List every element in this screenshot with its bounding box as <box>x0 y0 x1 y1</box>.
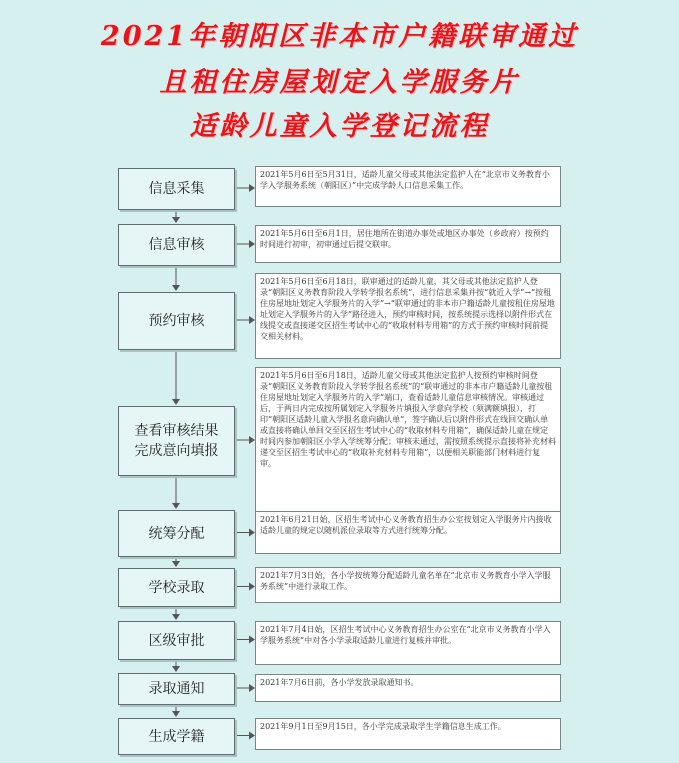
step-label: 统筹分配 <box>148 525 205 542</box>
step-desc-allocation: 2021年6月21日始，区招生考试中心义务教育招生办公室按划定入学服务片内接收适龄儿童的规定以随机派位录取等方式进行统筹分配。 <box>255 511 561 554</box>
down-arrowhead <box>172 217 180 223</box>
down-arrowhead <box>172 285 180 291</box>
step-label: 录取通知 <box>148 681 205 697</box>
step-label: 生成学籍 <box>148 728 205 745</box>
title-line-1: 2021年朝阳区非本市户籍联审通过 <box>100 21 579 52</box>
down-arrowhead <box>172 666 180 672</box>
step-label: 区级审批 <box>148 632 205 649</box>
step-label: 学校录取 <box>148 579 205 596</box>
step-label: 信息采集 <box>148 181 205 197</box>
down-arrowhead <box>172 711 180 717</box>
step-label: 信息审核 <box>148 237 205 253</box>
title-line-2: 且租住房屋划定入学服务片 <box>159 67 520 98</box>
down-arrowhead <box>172 399 180 405</box>
step-desc-appointment-review: 2021年5月6日至6月18日，联审通过的适龄儿童，其父母或其他法定监护人登录“朝阳区义务教育阶段入学转学报名系统”，进行信息采集并按“就近入学”→“按租住房屋地址划定入学服务片的入学”→“联审通过的非本市户籍适龄儿童按租住房屋地址划定入学服务片的入学”路径进入，预约审核时间，按系统提示选择以附件形式在线提交或直接递交区招生考试中心的“收取材料专用箱”的方式于预约审核时间前提交相关材料。 <box>255 273 561 359</box>
step-box-appointment-review <box>118 292 235 350</box>
down-arrowhead <box>172 561 180 567</box>
step-box-student-record <box>118 718 235 755</box>
step-box-info-review <box>118 224 235 266</box>
step-box-check-result <box>118 406 235 476</box>
step-box-school-admission <box>118 568 235 607</box>
title-line-3: 适龄儿童入学登记流程 <box>189 111 490 142</box>
step-box-district-approval <box>118 621 235 660</box>
step-desc-check-result: 2021年5月6日至6月18日，适龄儿童父母或其他法定监护人按预约审核时间登录“朝阳区义务教育阶段入学转学报名系统”的“联审通过的非本市户籍适龄儿童按租住房屋地址划定入学服务片的入学”端口，查看适龄儿童信息审核情况。审核通过后，于两日内完成按所属划定入学服务片填报入学意向学校（须满额填报），打印“朝阳区适龄儿童入学报名意向确认单”，签字确认后以附件形式在线回交确认单或直接将确认单回交至区招生考试中心的“收取材料专用箱”，确保适龄儿童在规定时间内参加朝阳区小学入学统筹分配；审核未通过，需按照系统提示直接将补充材料递交至区招生考试中心的“收取补充材料专用箱”，以便相关职能部门材料进行复审。 <box>255 367 561 525</box>
step-desc-district-approval: 2021年7月4日始，区招生考试中心义务教育招生办公室在“北京市义务教育小学入学服务系统”中对各小学录取适龄儿童进行复核并审批。 <box>255 621 561 665</box>
down-arrowhead <box>172 614 180 620</box>
step-label: 预约审核 <box>148 313 205 329</box>
step-label: 查看审核结果 完成意向填报 <box>134 423 219 459</box>
step-box-admission-notice <box>118 673 235 705</box>
step-box-info-collection <box>118 168 235 210</box>
step-desc-admission-notice: 2021年7月6日前，各小学发放录取通知书。 <box>255 674 561 702</box>
down-arrowhead <box>172 503 180 509</box>
step-desc-info-review: 2021年5月6日至6月1日，居住地所在街道办事处或地区办事处（乡政府）按预约时间进行初审，初审通过后提交联审。 <box>255 225 561 263</box>
step-desc-school-admission: 2021年7月3日始，各小学按统筹分配适龄儿童名单在“北京市义务教育小学入学服务系统”中进行录取工作。 <box>255 567 561 603</box>
step-desc-student-record: 2021年9月1日至9月15日，各小学完成录取学生学籍信息生成工作。 <box>255 718 561 750</box>
step-box-allocation <box>118 510 235 557</box>
step-desc-info-collection: 2021年5月6日至5月31日，适龄儿童父母或其他法定监护人在“北京市义务教育小学入学服务系统（朝阳区）”中完成学龄人口信息采集工作。 <box>255 166 561 207</box>
